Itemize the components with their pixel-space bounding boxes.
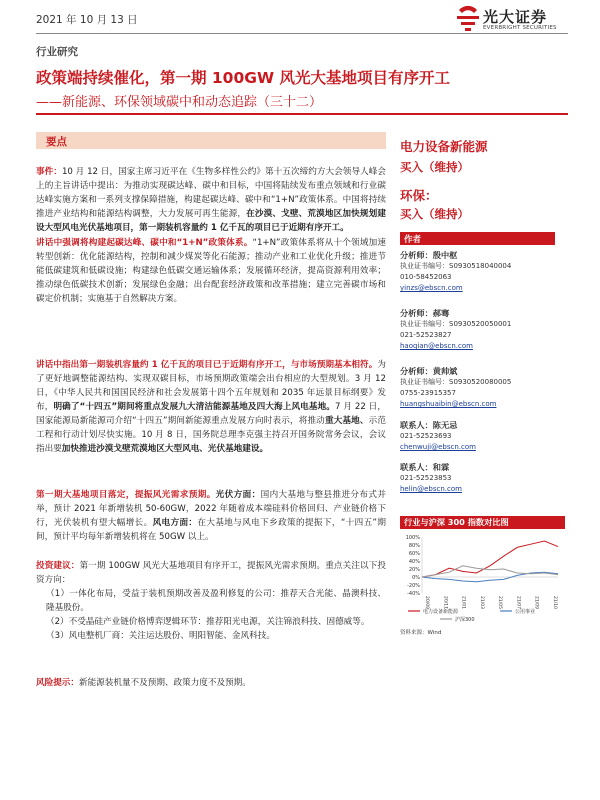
- event-bold-text: 在沙漠、戈壁、荒漠地区加快规划建设大型风电光伏基地项目，第一期装机容量约 1 亿千瓦的项目已于近期有序开工。: [36, 209, 386, 233]
- y-tick-label: 60%: [408, 551, 420, 557]
- analyst-phone: 0755-23915357: [400, 389, 456, 397]
- authors-label: 作者: [404, 235, 422, 245]
- demand-lead: 第一期大基地项目落定，提振风光需求预期。: [36, 490, 216, 500]
- report-date: 2021 年 10 月 13 日: [36, 14, 138, 26]
- wind-label: 风电方面：: [152, 518, 198, 528]
- contact-card: [400, 420, 476, 453]
- report-subtitle: ——新能源、环保领域碳中和动态追踪（三十二）: [36, 95, 323, 110]
- legend-label: 电力设备新能源: [423, 609, 459, 615]
- analyst-card: [400, 308, 511, 352]
- analyst-phone: 021-52523827: [400, 331, 452, 339]
- analyst-cert: 执业证书编号：S0930518040004: [400, 262, 512, 270]
- analyst-card: [400, 250, 511, 294]
- analyst-email-link[interactable]: haoqian@ebscn.com: [400, 342, 473, 350]
- legend-label: 公用事业: [515, 609, 536, 615]
- investment-text: 第一期 100GW 风光大基地项目有序开工，提振风光需求预期。重点关注以下投资方向：: [36, 561, 386, 585]
- performance-chart: [400, 531, 565, 627]
- pv-label: 光伏方面：: [215, 490, 261, 500]
- rating-power: 买入（维持）: [400, 160, 469, 174]
- project-lead: 讲话中指出第一期装机容量约 1 亿千瓦的项目已于近期有序开工，与市场预期基本相符。: [36, 360, 378, 370]
- header-divider: [36, 33, 568, 34]
- y-tick-label: -40%: [407, 591, 420, 597]
- analyst-cert: 执业证书编号：S0930520050001: [400, 320, 512, 328]
- y-tick-label: -20%: [407, 583, 420, 589]
- y-tick-label: 0%: [412, 575, 420, 581]
- chart-source: 资料来源：Wind: [400, 630, 442, 636]
- investment-lead: 投资建议：: [36, 561, 80, 571]
- x-tick-label: 20/09: [424, 596, 429, 609]
- project-text-2: 7 月 22 日，国家能源局新能源司介绍“十四五”期间新能源重点发展方向时表示，将推动: [36, 402, 386, 426]
- contact-phone: 021-52523853: [400, 474, 452, 482]
- x-tick-label: 21/09: [533, 596, 539, 609]
- authors-header-bar: [400, 232, 555, 245]
- series-line: [422, 541, 558, 577]
- policy-lead: 讲话中强调将构建起碳达峰、碳中和“1+N”政策体系。: [36, 238, 253, 248]
- pv-text: 国内大基地与整县推进分布式并举，预计 2021 年新增装机 50-60GW，2022 年随着成本端硅料价格回归、产业链价格下行，光伏装机有望大幅增长。: [36, 490, 386, 528]
- title-divider: [36, 113, 568, 115]
- contact-name: 联系人：和霖: [400, 462, 450, 472]
- y-tick-label: 20%: [408, 567, 420, 573]
- event-lead: 事件：: [36, 167, 62, 177]
- project-bold-1: 明确了“十四五”期间将重点发展九大清洁能源基地及四大海上风电基地。: [53, 402, 336, 412]
- key-points-header-bar: [36, 132, 386, 149]
- logo-english-name: EVERBRIGHT SECURITIES: [483, 25, 557, 31]
- project-bold-3: 加快推进沙漠戈壁荒漠地区大型风电、光伏基地建设。: [61, 444, 269, 454]
- sun-logo-icon: [455, 2, 481, 32]
- report-title: 政策端持续催化，第一期 100GW 风光大基地项目有序开工: [36, 69, 450, 87]
- sector-name-power: 电力设备新能源: [400, 139, 488, 154]
- x-tick-label: 20/11: [442, 596, 448, 609]
- event-text: 10 月 12 日，国家主席习近平在《生物多样性公约》第十五次缔约方大会领导人峰会上的主旨讲话中提出：为推动实现碳达峰、碳中和目标，中国将陆续发布重点领域和行业碳达峰实施方案和一系列支撑保障措施，构建起碳达峰、碳中和“1+N”政策体系。中国将持续推进产业结构和能源结构调整，大力发展可再生能源，: [36, 167, 386, 219]
- analyst-phone: 010-58452063: [400, 273, 452, 281]
- project-bold-2: 重大基地、: [324, 416, 369, 426]
- analyst-card: [400, 366, 511, 410]
- analyst-name: 分析师：黄帅斌: [400, 366, 458, 376]
- investment-item: （3）风电整机厂商：关注运达股份、明阳智能、金风科技。: [46, 631, 275, 641]
- analyst-email-link[interactable]: yinzs@ebscn.com: [400, 284, 463, 292]
- key-points-label: 要点: [46, 136, 67, 148]
- risk-text: 新能源装机量不及预期、政策力度不及预期。: [78, 678, 251, 688]
- risk-paragraph: [36, 676, 386, 690]
- project-paragraph: [36, 358, 386, 456]
- chart-title: 行业与沪深 300 指数对比图: [404, 517, 509, 527]
- contact-email-link[interactable]: helin@ebscn.com: [400, 485, 462, 493]
- contact-card: [400, 462, 462, 495]
- report-category: 行业研究: [36, 46, 78, 58]
- x-tick-label: 21/03: [478, 596, 484, 609]
- analyst-name: 分析师：郝骞: [400, 308, 450, 318]
- analyst-cert: 执业证书编号：S0930520080005: [400, 378, 512, 386]
- wind-text: 在大基地与风电下乡政策的提振下，“十四五”期间，预计平均每年新增装机将在 50GW 以上。: [36, 518, 386, 542]
- project-text-3: 示范工程和行动计划尽快实施。10 月 8 日，国务院总理李克强主持召开国务院常务会议，会议指出要: [36, 416, 386, 454]
- x-tick-label: 21/07: [515, 596, 521, 609]
- y-tick-label: 80%: [408, 543, 420, 549]
- y-tick-label: 100%: [405, 535, 420, 541]
- analyst-name: 分析师：殷中枢: [400, 250, 458, 260]
- logo-chinese-name: 光大证券: [483, 8, 548, 26]
- investment-item: （2）不受晶硅产业链价格博弈逻辑环节：推荐阳光电源，关注锦浪科技、固德威等。: [46, 617, 370, 627]
- y-tick-label: 40%: [408, 559, 420, 565]
- contact-phone: 021-52523693: [400, 432, 452, 440]
- rating-env: 买入（维持）: [400, 207, 469, 221]
- x-tick-label: 21/10: [552, 596, 557, 609]
- x-tick-label: 21/05: [497, 596, 503, 609]
- legend-label: 沪深300: [455, 617, 475, 623]
- policy-paragraph: [36, 236, 386, 306]
- project-text-1: 为了更好地调整能源结构、实现双碳目标，市场预期政策端会出台相应的大型规划。3 月 12 日，《中华人民共和国国民经济和社会发展第十四个五年规划和 2035 年远景目标纲要》发布，: [36, 360, 386, 412]
- contact-name: 联系人：陈无忌: [400, 420, 458, 430]
- contact-email-link[interactable]: chenwuji@ebscn.com: [400, 443, 476, 451]
- sector-name-env: 环保：: [400, 188, 438, 203]
- risk-lead: 风险提示：: [36, 678, 79, 688]
- analyst-email-link[interactable]: huangshuaibin@ebscn.com: [400, 400, 497, 408]
- policy-text: “1+N”政策体系将从十个领域加速转型创新：优化能源结构，控制和减少煤炭等化石能源；推动产业和工业优化升级；推进节能低碳建筑和低碳设施；构建绿色低碳交通运输体系；发展循环经济，提高资源利用效率；推动绿色低碳技术创新；发展绿色金融；出台配套经济政策和改革措施；建立完善碳市场和碳定价机制；实施基于自然解决方案。: [36, 238, 386, 304]
- investment-paragraph: [36, 559, 386, 643]
- demand-paragraph: [36, 488, 386, 544]
- investment-item: （1）一体化布局，受益于装机预期改善及盈利修复的公司：推荐天合光能、晶澳科技、隆基股份。: [46, 589, 386, 613]
- event-paragraph: [36, 165, 386, 235]
- x-tick-label: 21/01: [460, 596, 466, 609]
